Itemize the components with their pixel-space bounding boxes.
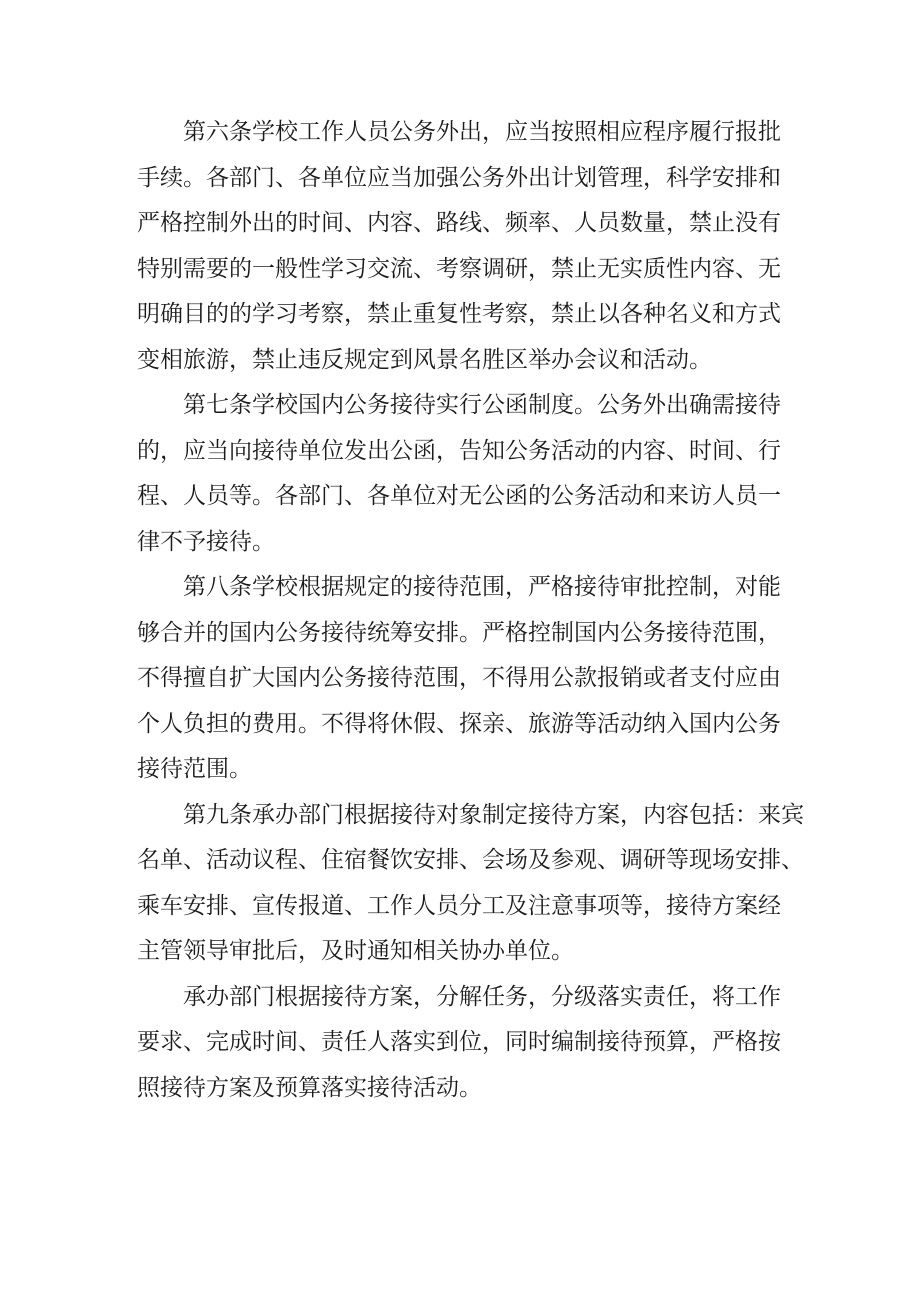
paragraph-article-8	[137, 565, 797, 793]
text-line: 第七条学校国内公务接待实行公函制度。公务外出确需接待	[183, 392, 781, 418]
text-line: 手续。各部门、各单位应当加强公务外出计划管理，科学安排和	[137, 164, 781, 191]
text-line: 明确目的的学习考察，禁止重复性考察，禁止以各种名义和方式	[137, 301, 781, 327]
text-line: 不得擅自扩大国内公务接待范围，不得用公款报销或者支付应由	[137, 665, 781, 691]
text-line: 严格控制外出的时间、内容、路线、频率、人员数量，禁止没有	[137, 210, 781, 236]
text-line: 接待范围。	[137, 756, 252, 782]
text-line: 的，应当向接待单位发出公函，告知公务活动的内容、时间、行	[137, 437, 781, 464]
paragraph-article-7	[137, 383, 797, 565]
text-line: 乘车安排、宣传报道、工作人员分工及注意事项等，接待方案经	[137, 892, 781, 919]
document-body	[137, 110, 804, 1111]
paragraph-article-9	[137, 793, 804, 975]
text-line: 特别需要的一般性学习交流、考察调研，禁止无实质性内容、无	[137, 255, 781, 282]
text-line: 照接待方案及预算落实接待活动。	[137, 1074, 482, 1101]
text-line: 承办部门根据接待方案，分解任务，分级落实责任，将工作	[183, 983, 781, 1010]
text-line: 主管领导审批后，及时通知相关协办单位。	[137, 938, 574, 964]
text-line: 变相旅游，禁止违反规定到风景名胜区举办会议和活动。	[137, 346, 712, 373]
text-line: 够合并的国内公务接待统筹安排。严格控制国内公务接待范围，	[137, 619, 781, 646]
text-line: 第九条承办部门根据接待对象制定接待方案，内容包括：来宾	[183, 801, 804, 828]
paragraph-article-6	[137, 110, 797, 383]
paragraph-implementation	[137, 975, 797, 1112]
text-line: 要求、完成时间、责任人落实到位，同时编制接待预算，严格按	[137, 1029, 781, 1055]
text-line: 程、人员等。各部门、各单位对无公函的公务活动和来访人员一	[137, 483, 781, 509]
text-line: 名单、活动议程、住宿餐饮安排、会场及参观、调研等现场安排、	[137, 847, 804, 873]
text-line: 第六条学校工作人员公务外出，应当按照相应程序履行报批	[183, 119, 781, 145]
text-line: 第八条学校根据规定的接待范围，严格接待审批控制，对能	[183, 574, 781, 600]
text-line: 个人负担的费用。不得将休假、探亲、旅游等活动纳入国内公务	[137, 710, 781, 737]
text-line: 律不予接待。	[137, 528, 275, 555]
